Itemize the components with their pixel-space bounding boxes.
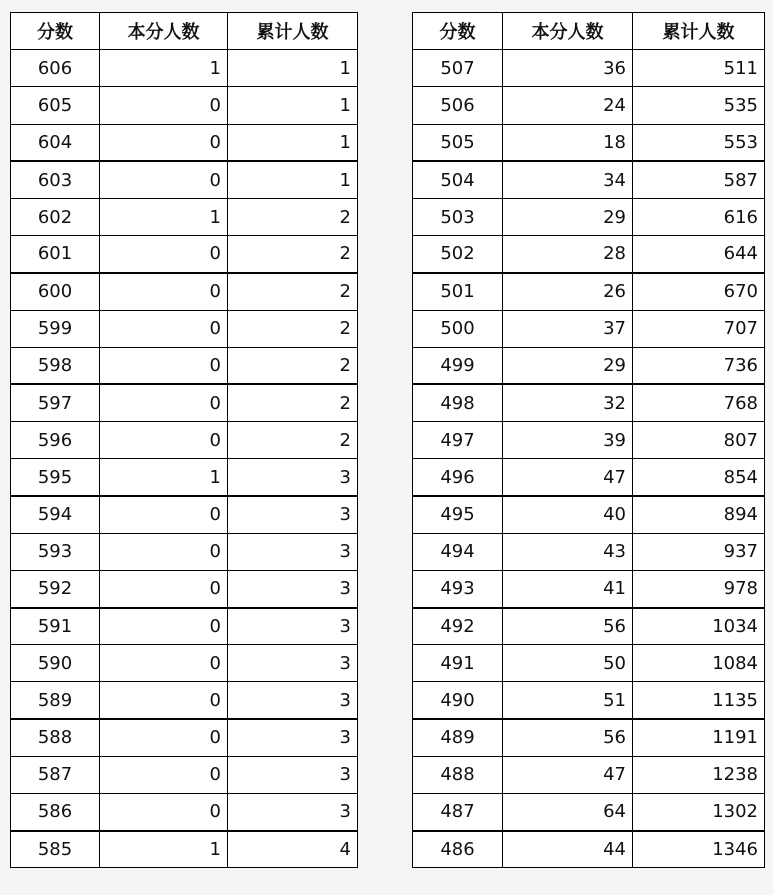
- cell-score: 500: [413, 310, 503, 347]
- cell-score: 502: [413, 236, 503, 273]
- table-row: [413, 831, 765, 868]
- cell-count: 0: [100, 533, 228, 570]
- table-row: [413, 198, 765, 235]
- table-row: [11, 459, 358, 496]
- cell-cumulative: 4: [228, 831, 358, 868]
- cell-cumulative: 1: [228, 50, 358, 87]
- score-table-left: [10, 12, 358, 868]
- table-row: [413, 682, 765, 719]
- cell-cumulative: 707: [633, 310, 765, 347]
- table-row: [11, 273, 358, 310]
- cell-cumulative: 3: [228, 533, 358, 570]
- header-score: 分数: [11, 13, 100, 50]
- cell-count: 0: [100, 273, 228, 310]
- header-count: 本分人数: [503, 13, 633, 50]
- table-row: [413, 645, 765, 682]
- cell-count: 51: [503, 682, 633, 719]
- cell-count: 28: [503, 236, 633, 273]
- header-row: [413, 13, 765, 50]
- cell-cumulative: 3: [228, 570, 358, 607]
- table-row: [11, 608, 358, 645]
- cell-score: 487: [413, 793, 503, 830]
- cell-cumulative: 3: [228, 459, 358, 496]
- cell-score: 601: [11, 236, 100, 273]
- cell-score: 497: [413, 422, 503, 459]
- table-row: [11, 831, 358, 868]
- table-row: [11, 570, 358, 607]
- cell-cumulative: 1084: [633, 645, 765, 682]
- table-row: [413, 273, 765, 310]
- cell-cumulative: 2: [228, 384, 358, 421]
- cell-score: 492: [413, 608, 503, 645]
- table-row: [413, 719, 765, 756]
- table-row: [11, 347, 358, 384]
- cell-cumulative: 1238: [633, 756, 765, 793]
- cell-score: 602: [11, 198, 100, 235]
- cell-score: 489: [413, 719, 503, 756]
- cell-count: 1: [100, 50, 228, 87]
- cell-count: 32: [503, 384, 633, 421]
- cell-score: 503: [413, 198, 503, 235]
- cell-cumulative: 854: [633, 459, 765, 496]
- cell-count: 24: [503, 87, 633, 124]
- cell-count: 0: [100, 124, 228, 161]
- cell-score: 595: [11, 459, 100, 496]
- table-row: [413, 608, 765, 645]
- cell-score: 501: [413, 273, 503, 310]
- cell-score: 591: [11, 608, 100, 645]
- cell-score: 594: [11, 496, 100, 533]
- cell-count: 0: [100, 682, 228, 719]
- cell-count: 0: [100, 384, 228, 421]
- cell-count: 0: [100, 310, 228, 347]
- table-row: [413, 347, 765, 384]
- cell-cumulative: 2: [228, 347, 358, 384]
- cell-score: 597: [11, 384, 100, 421]
- cell-count: 36: [503, 50, 633, 87]
- cell-count: 0: [100, 645, 228, 682]
- table-row: [11, 645, 358, 682]
- cell-score: 507: [413, 50, 503, 87]
- table-row: [413, 124, 765, 161]
- cell-count: 0: [100, 496, 228, 533]
- cell-score: 588: [11, 719, 100, 756]
- cell-score: 493: [413, 570, 503, 607]
- cell-count: 0: [100, 570, 228, 607]
- cell-count: 1: [100, 831, 228, 868]
- table-row: [11, 756, 358, 793]
- cell-cumulative: 1302: [633, 793, 765, 830]
- cell-score: 506: [413, 87, 503, 124]
- cell-score: 496: [413, 459, 503, 496]
- cell-cumulative: 3: [228, 682, 358, 719]
- table-row: [11, 384, 358, 421]
- cell-count: 56: [503, 719, 633, 756]
- cell-count: 56: [503, 608, 633, 645]
- table-row: [413, 50, 765, 87]
- header-cumulative: 累计人数: [633, 13, 765, 50]
- cell-count: 40: [503, 496, 633, 533]
- cell-cumulative: 1346: [633, 831, 765, 868]
- cell-count: 0: [100, 236, 228, 273]
- cell-cumulative: 2: [228, 273, 358, 310]
- cell-count: 47: [503, 756, 633, 793]
- cell-cumulative: 3: [228, 645, 358, 682]
- header-row: [11, 13, 358, 50]
- cell-cumulative: 1191: [633, 719, 765, 756]
- table-row: [11, 87, 358, 124]
- cell-cumulative: 2: [228, 198, 358, 235]
- table-row: [11, 496, 358, 533]
- cell-cumulative: 2: [228, 236, 358, 273]
- table-row: [413, 422, 765, 459]
- cell-score: 596: [11, 422, 100, 459]
- cell-cumulative: 644: [633, 236, 765, 273]
- cell-score: 491: [413, 645, 503, 682]
- table-row: [11, 124, 358, 161]
- cell-cumulative: 768: [633, 384, 765, 421]
- cell-cumulative: 1135: [633, 682, 765, 719]
- cell-count: 18: [503, 124, 633, 161]
- table-row: [11, 50, 358, 87]
- table-row: [413, 236, 765, 273]
- table-row: [413, 384, 765, 421]
- cell-score: 589: [11, 682, 100, 719]
- cell-cumulative: 978: [633, 570, 765, 607]
- cell-score: 495: [413, 496, 503, 533]
- table-row: [11, 533, 358, 570]
- table-row: [11, 719, 358, 756]
- cell-score: 586: [11, 793, 100, 830]
- cell-count: 0: [100, 422, 228, 459]
- cell-score: 494: [413, 533, 503, 570]
- cell-count: 1: [100, 459, 228, 496]
- table-row: [11, 236, 358, 273]
- cell-count: 0: [100, 756, 228, 793]
- table-row: [413, 87, 765, 124]
- table-row: [413, 756, 765, 793]
- cell-cumulative: 3: [228, 608, 358, 645]
- table-row: [413, 496, 765, 533]
- table-row: [413, 533, 765, 570]
- table-row: [413, 310, 765, 347]
- cell-cumulative: 1: [228, 124, 358, 161]
- cell-count: 0: [100, 161, 228, 198]
- cell-count: 0: [100, 87, 228, 124]
- table-row: [11, 793, 358, 830]
- cell-count: 29: [503, 198, 633, 235]
- cell-count: 47: [503, 459, 633, 496]
- cell-count: 44: [503, 831, 633, 868]
- cell-cumulative: 553: [633, 124, 765, 161]
- cell-cumulative: 807: [633, 422, 765, 459]
- cell-count: 41: [503, 570, 633, 607]
- table-row: [11, 682, 358, 719]
- cell-cumulative: 1: [228, 161, 358, 198]
- table-row: [11, 310, 358, 347]
- table-row: [11, 161, 358, 198]
- cell-count: 0: [100, 719, 228, 756]
- cell-cumulative: 3: [228, 756, 358, 793]
- header-cumulative: 累计人数: [228, 13, 358, 50]
- cell-count: 50: [503, 645, 633, 682]
- header-score: 分数: [413, 13, 503, 50]
- cell-score: 605: [11, 87, 100, 124]
- cell-cumulative: 3: [228, 719, 358, 756]
- cell-score: 504: [413, 161, 503, 198]
- header-count: 本分人数: [100, 13, 228, 50]
- cell-count: 43: [503, 533, 633, 570]
- score-table-right: [412, 12, 765, 868]
- cell-score: 486: [413, 831, 503, 868]
- cell-count: 1: [100, 198, 228, 235]
- cell-count: 29: [503, 347, 633, 384]
- table-row: [413, 793, 765, 830]
- cell-cumulative: 587: [633, 161, 765, 198]
- table-row: [413, 570, 765, 607]
- table-row: [413, 161, 765, 198]
- cell-count: 39: [503, 422, 633, 459]
- cell-score: 604: [11, 124, 100, 161]
- cell-cumulative: 2: [228, 310, 358, 347]
- cell-score: 593: [11, 533, 100, 570]
- cell-score: 599: [11, 310, 100, 347]
- table-row: [11, 198, 358, 235]
- cell-score: 490: [413, 682, 503, 719]
- cell-score: 498: [413, 384, 503, 421]
- cell-score: 603: [11, 161, 100, 198]
- table-row: [11, 422, 358, 459]
- cell-cumulative: 616: [633, 198, 765, 235]
- cell-cumulative: 535: [633, 87, 765, 124]
- cell-score: 587: [11, 756, 100, 793]
- cell-score: 585: [11, 831, 100, 868]
- cell-cumulative: 937: [633, 533, 765, 570]
- table-row: [413, 459, 765, 496]
- cell-cumulative: 3: [228, 793, 358, 830]
- cell-score: 499: [413, 347, 503, 384]
- cell-count: 64: [503, 793, 633, 830]
- cell-score: 600: [11, 273, 100, 310]
- cell-score: 505: [413, 124, 503, 161]
- cell-count: 0: [100, 347, 228, 384]
- cell-cumulative: 2: [228, 422, 358, 459]
- cell-cumulative: 1: [228, 87, 358, 124]
- cell-score: 592: [11, 570, 100, 607]
- cell-score: 590: [11, 645, 100, 682]
- cell-count: 34: [503, 161, 633, 198]
- cell-cumulative: 894: [633, 496, 765, 533]
- cell-count: 26: [503, 273, 633, 310]
- cell-score: 488: [413, 756, 503, 793]
- cell-cumulative: 670: [633, 273, 765, 310]
- cell-score: 598: [11, 347, 100, 384]
- cell-cumulative: 3: [228, 496, 358, 533]
- cell-count: 37: [503, 310, 633, 347]
- cell-cumulative: 511: [633, 50, 765, 87]
- cell-score: 606: [11, 50, 100, 87]
- cell-count: 0: [100, 793, 228, 830]
- cell-cumulative: 1034: [633, 608, 765, 645]
- cell-cumulative: 736: [633, 347, 765, 384]
- cell-count: 0: [100, 608, 228, 645]
